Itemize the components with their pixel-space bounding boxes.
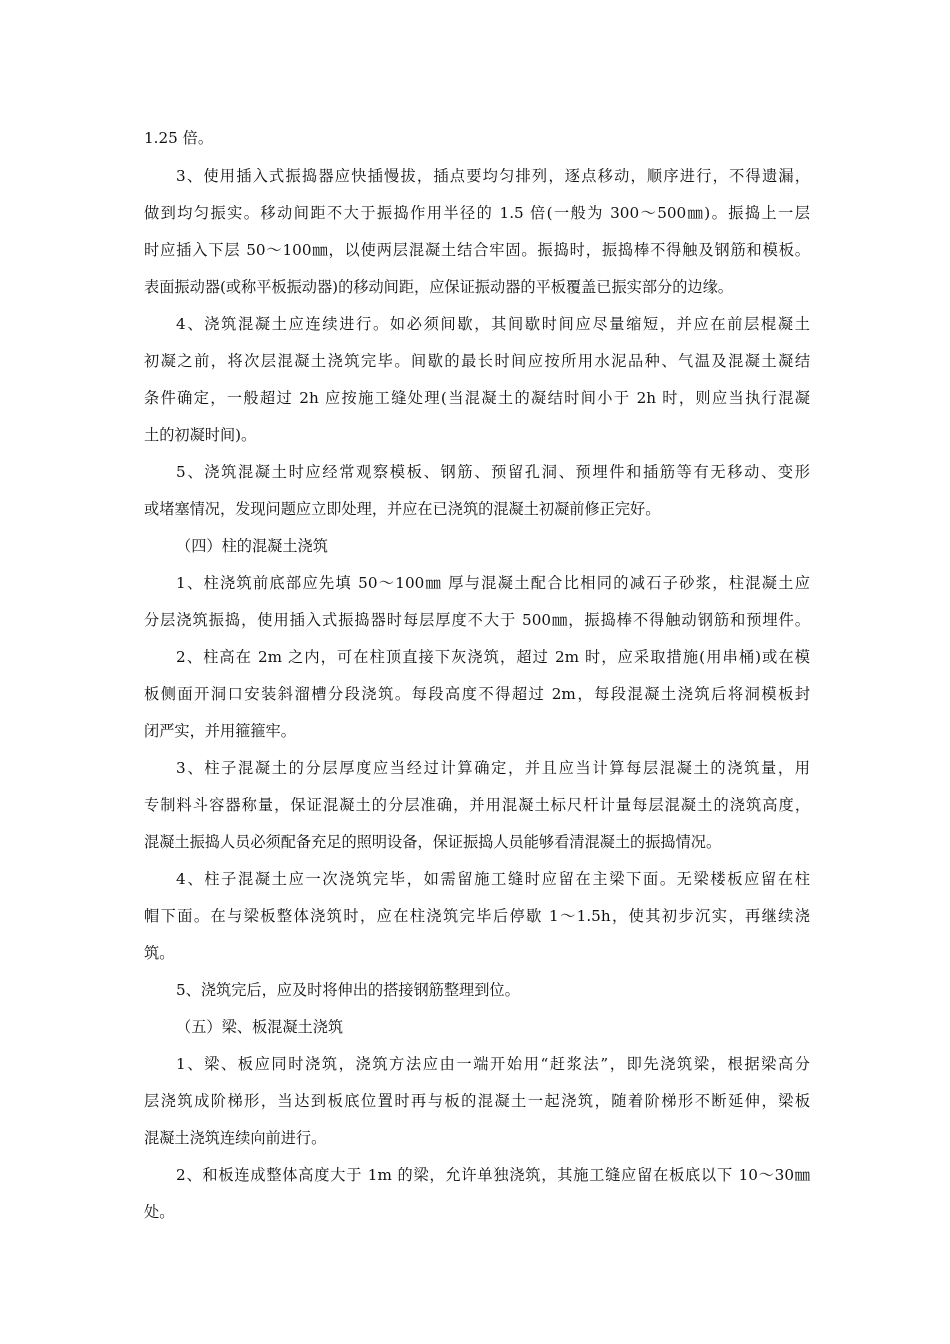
text-line: 4、柱子混凝土应一次浇筑完毕，如需留施工缝时应留在主梁下面。无梁楼板应留在柱 <box>176 870 810 888</box>
text-line: 专制料斗容器称量，保证混凝土的分层准确，并用混凝土标尺杆计量每层混凝土的浇筑高度， <box>144 796 810 814</box>
text-line: 混凝土浇筑连续向前进行。 <box>144 1129 327 1147</box>
text-line: 分层浇筑振捣，使用插入式振捣器时每层厚度不大于 500㎜，振捣棒不得触动钢筋和预埋件。 <box>144 611 810 629</box>
text-line: 时应插入下层 50～100㎜，以使两层混凝土结合牢固。振捣时，振捣棒不得触及钢筋和模板。 <box>144 241 810 259</box>
text-line: 闭严实，并用箍箍牢。 <box>144 722 296 740</box>
text-line: 处。 <box>144 1203 175 1221</box>
section-heading: （四）柱的混凝土浇筑 <box>176 537 328 555</box>
text-line: 做到均匀振实。移动间距不大于振捣作用半径的 1.5 倍(一般为 300～500㎜)。振捣上一层 <box>144 204 810 222</box>
text-line: 3、柱子混凝土的分层厚度应当经过计算确定，并且应当计算每层混凝土的浇筑量，用 <box>176 759 810 777</box>
text-line: 混凝土振捣人员必须配备充足的照明设备，保证振捣人员能够看清混凝土的振捣情况。 <box>144 833 722 851</box>
text-line: 筑。 <box>144 944 175 962</box>
section-heading: （五）梁、板混凝土浇筑 <box>176 1018 344 1036</box>
text-line: 土的初凝时间)。 <box>144 426 257 444</box>
text-line: 条件确定，一般超过 2h 应按施工缝处理(当混凝土的凝结时间小于 2h 时，则应当执行混凝 <box>144 389 810 407</box>
text-line: 1、梁、板应同时浇筑，浇筑方法应由一端开始用“赶浆法”，即先浇筑梁，根据梁高分 <box>176 1055 810 1073</box>
text-line: 初凝之前，将次层混凝土浇筑完毕。间歇的最长时间应按所用水泥品种、气温及混凝土凝结 <box>144 352 810 370</box>
text-line: 3、使用插入式振捣器应快插慢拔，插点要均匀排列，逐点移动，顺序进行，不得遗漏， <box>176 167 810 185</box>
text-line: 或堵塞情况，发现问题应立即处理，并应在已浇筑的混凝土初凝前修正完好。 <box>144 500 661 518</box>
text-line: 5、浇筑混凝土时应经常观察模板、钢筋、预留孔洞、预埋件和插筋等有无移动、变形 <box>176 463 810 481</box>
text-line: 2、和板连成整体高度大于 1m 的梁，允许单独浇筑，其施工缝应留在板底以下 10～30㎜ <box>176 1166 810 1184</box>
text-line: 4、浇筑混凝土应连续进行。如必须间歇，其间歇时间应尽量缩短，并应在前层棍凝土 <box>176 315 810 333</box>
text-line: 1.25 倍。 <box>144 129 214 147</box>
text-line: 2、柱高在 2m 之内，可在柱顶直接下灰浇筑，超过 2m 时，应采取措施(用串桶)或在模 <box>176 648 810 666</box>
text-line: 层浇筑成阶梯形，当达到板底位置时再与板的混凝土一起浇筑，随着阶梯形不断延伸，梁板 <box>144 1092 810 1110</box>
text-line: 板侧面开洞口安装斜溜槽分段浇筑。每段高度不得超过 2m，每段混凝土浇筑后将洞模板封 <box>144 685 810 703</box>
text-line: 1、柱浇筑前底部应先填 50～100㎜ 厚与混凝土配合比相同的减石子砂浆，柱混凝土应 <box>176 574 810 592</box>
text-line: 帽下面。在与梁板整体浇筑时，应在柱浇筑完毕后停歇 1～1.5h，使其初步沉实，再继续浇 <box>144 907 810 925</box>
text-line: 5、浇筑完后，应及时将伸出的搭接钢筋整理到位。 <box>176 981 520 999</box>
text-line: 表面振动器(或称平板振动器)的移动间距，应保证振动器的平板覆盖已振实部分的边缘。 <box>144 278 733 296</box>
